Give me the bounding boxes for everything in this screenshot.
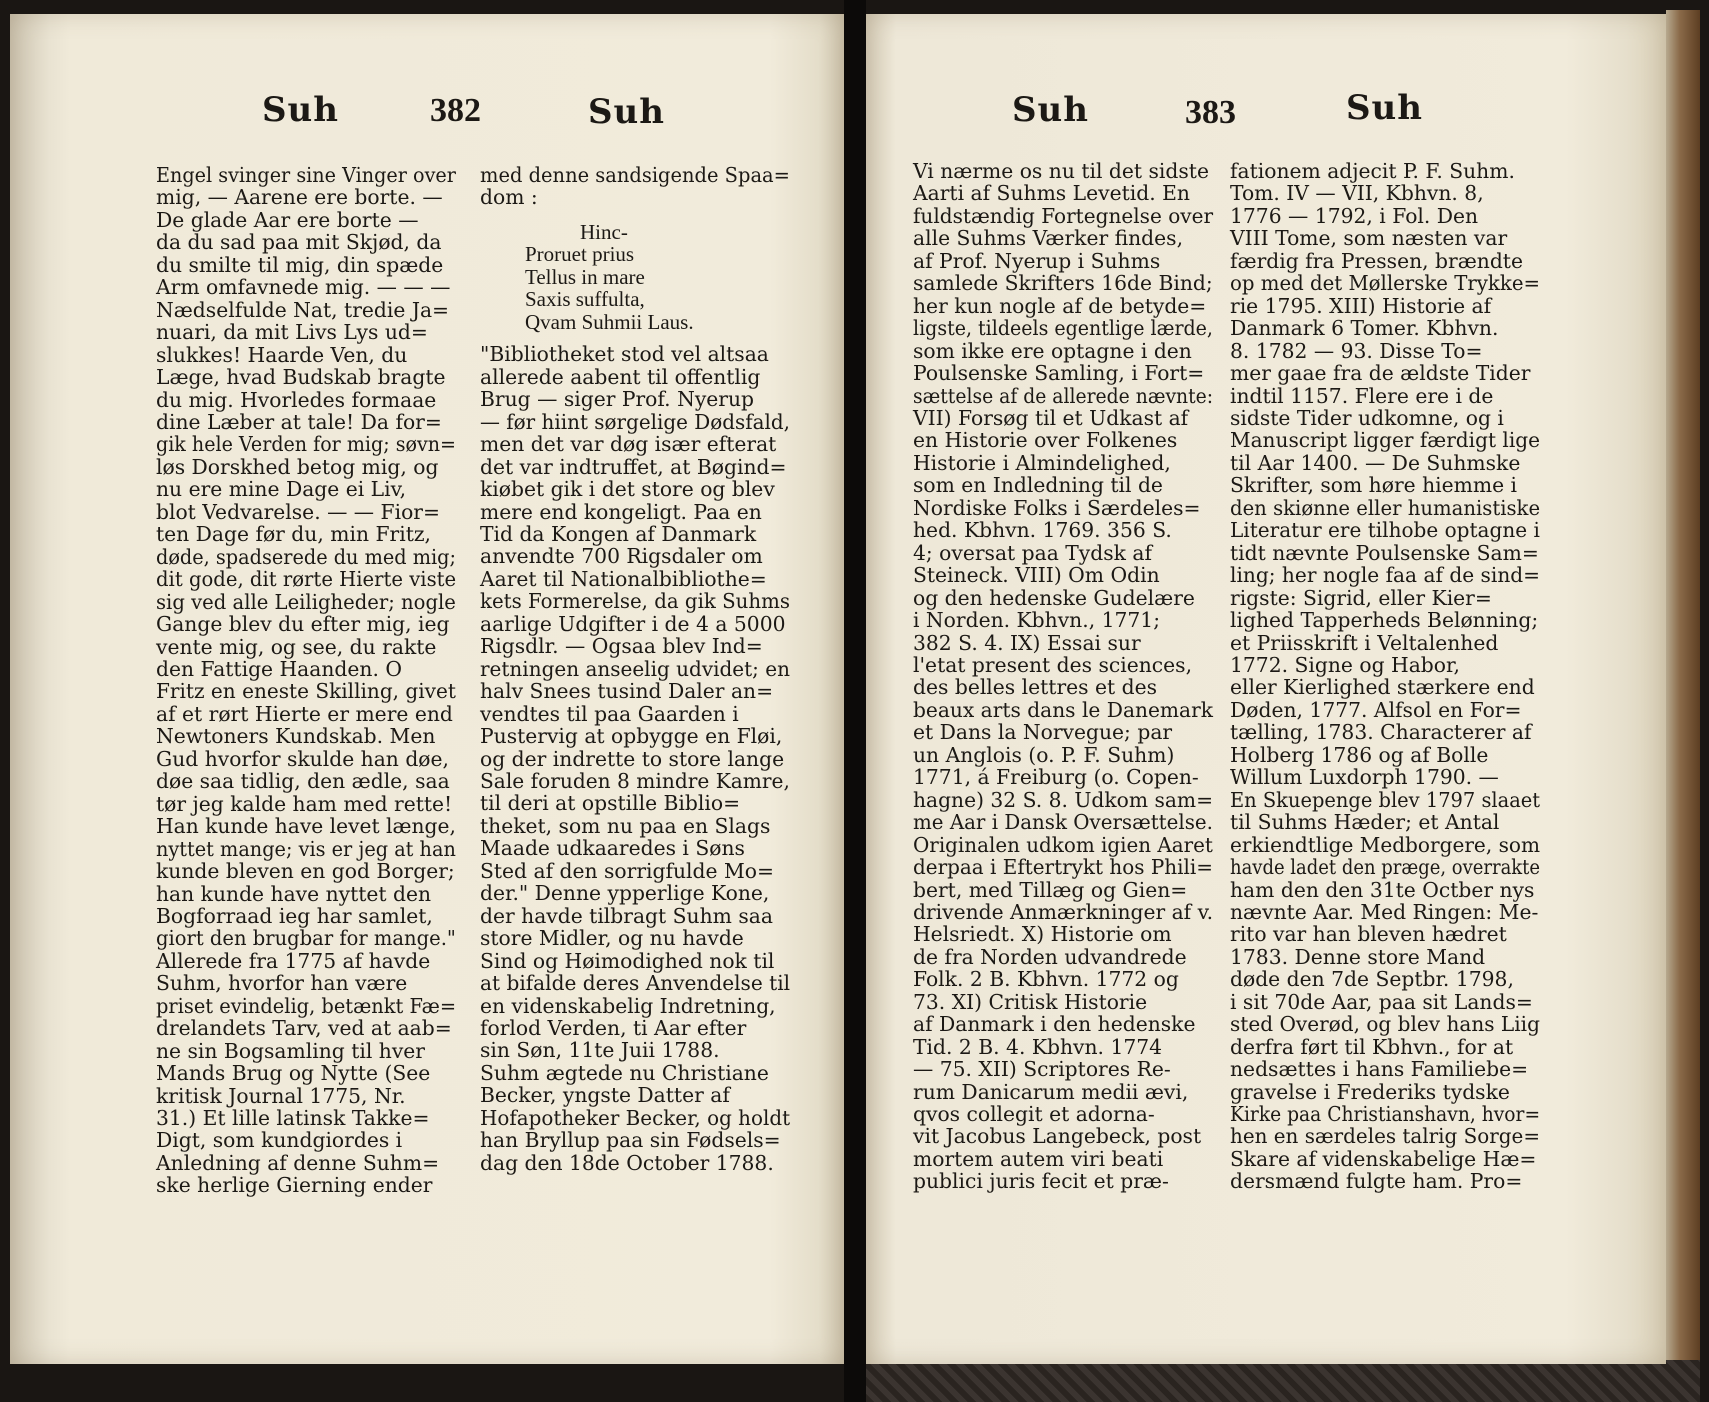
text-line: De glade Aar ere borte — <box>156 207 419 232</box>
text-line: Han kunde have levet længe, <box>156 814 456 839</box>
text-line: l'etat present des sciences, <box>913 652 1193 677</box>
text-line: fuldstændig Fortegnelse over <box>913 203 1214 228</box>
text-line: derpaa i Eftertrykt hos Phili= <box>913 855 1213 880</box>
text-line: færdig fra Pressen, brændte <box>1230 248 1523 273</box>
text-line: han Bryllup paa sin Fødsels= <box>480 1128 781 1153</box>
text-line: med denne sandsigende Spaa= <box>480 163 790 187</box>
text-line: Døden, 1777. Alfsol en For= <box>1230 697 1522 722</box>
text-line: 382 S. 4. IX) Essai sur <box>913 630 1141 655</box>
text-line: "Bibliotheket stod vel altsaa <box>480 342 769 367</box>
text-line: ligste, tildeels egentlige lærde, <box>913 316 1213 341</box>
text-line: nyttet mange; vis er jeg at han <box>156 836 456 861</box>
text-line: vit Jacobus Langebeck, post <box>913 1124 1202 1149</box>
text-line: til Aar 1400. — De Suhmske <box>1230 450 1521 475</box>
text-line: her kun nogle af de betyde= <box>913 293 1207 318</box>
text-line: drivende Anmærkninger af v. <box>913 899 1214 924</box>
text-column-2 <box>1230 160 1540 1193</box>
text-line: i sit 70de Aar, paa sit Lands= <box>1230 989 1533 1014</box>
text-line: havde ladet den præge, overrakte <box>1230 855 1541 880</box>
book-cover-strip <box>866 1360 1700 1402</box>
text-line: sig ved alle Leiligheder; nogle <box>156 589 456 614</box>
text-line: anvendte 700 Rigsdaler om <box>480 544 763 569</box>
text-line: Gange blev du efter mig, ieg <box>156 612 450 637</box>
text-line: 31.) Et lille latinsk Takke= <box>156 1106 430 1131</box>
text-line: Sted af den sorrigfulde Mo= <box>480 858 774 883</box>
text-line: retningen anseelig udvidet; en <box>480 656 790 681</box>
text-line: 4; oversat paa Tydsk af <box>913 540 1152 565</box>
column-body <box>480 343 790 1174</box>
text-line: Aarti af Suhms Levetid. En <box>913 181 1190 206</box>
text-line: døde, spadserede du med mig; <box>156 544 456 569</box>
text-line: eller Kierlighed stærkere end <box>1230 675 1535 700</box>
verse-line: Qvam Suhmii Laus. <box>525 309 694 334</box>
text-line: den Fattige Haanden. O <box>156 656 402 681</box>
text-line: dom : <box>480 185 538 210</box>
text-line: allerede aabent til offentlig <box>480 364 761 389</box>
text-line: der." Denne ypperlige Kone, <box>480 881 770 906</box>
text-line: qvos collegit et adorna- <box>913 1102 1155 1127</box>
text-line: 1783. Denne store Mand <box>1230 944 1486 969</box>
text-line: af et rørt Hierte er mere end <box>156 701 453 726</box>
text-line: et Priisskrift i Veltalenhed <box>1230 630 1499 655</box>
text-line: Literatur ere tilhobe optagne i <box>1230 518 1540 543</box>
text-line: erkiendtlige Medborgere, som <box>1230 832 1541 857</box>
text-line: Suhm, hvorfor han være <box>156 971 408 996</box>
text-line: mere end kongeligt. Paa en <box>480 499 762 524</box>
right-page <box>866 14 1666 1364</box>
text-line: Originalen udkom igien Aaret <box>913 832 1213 857</box>
text-line: vente mig, og see, du rakte <box>156 634 437 659</box>
text-line: Fritz en eneste Skilling, givet <box>156 679 456 704</box>
column-intro <box>480 164 790 209</box>
text-line: Gud hvorfor skulde han døe, <box>156 746 449 771</box>
text-line: beaux arts dans le Danemark <box>913 697 1213 722</box>
text-line: Skrifter, som høre hiemme i <box>1230 473 1518 498</box>
text-line: du smilte til mig, din spæde <box>156 252 444 277</box>
text-column-1 <box>913 160 1213 1193</box>
text-line: samlede Skrifters 16de Bind; <box>913 271 1213 296</box>
text-line: nu ere mine Dage ei Liv, <box>156 477 407 502</box>
text-line: En Skuepenge blev 1797 slaaet <box>1230 787 1541 812</box>
text-column-1 <box>156 164 456 1197</box>
text-line: af Danmark i den hedenske <box>913 1012 1196 1037</box>
text-line: Folk. 2 B. Kbhvn. 1772 og <box>913 967 1179 992</box>
text-line: et Dans la Norvegue; par <box>913 720 1173 745</box>
text-line: døe saa tidlig, den ædle, saa <box>156 769 450 794</box>
text-line: halv Snees tusind Daler an= <box>480 679 774 704</box>
text-line: bert, med Tillæg og Gien= <box>913 877 1188 902</box>
text-line: forlod Verden, ti Aar efter <box>480 1016 747 1040</box>
text-line: Engel svinger sine Vinger over <box>156 163 456 187</box>
text-line: — 75. XII) Scriptores Re- <box>913 1057 1171 1082</box>
text-line: sted Overød, og blev hans Liig <box>1230 1012 1540 1037</box>
text-line: Newtoners Kundskab. Men <box>156 724 436 749</box>
text-line: men det var døg især efterat <box>480 432 777 457</box>
text-line: Willum Luxdorph 1790. — <box>1230 765 1499 790</box>
text-line: theket, som nu paa en Slags <box>480 813 771 838</box>
text-line: Kirke paa Christianshavn, hvor= <box>1230 1102 1541 1127</box>
text-line: Læge, hvad Budskab bragte <box>156 365 446 390</box>
text-line: Tid da Kongen af Danmark <box>480 522 757 547</box>
book-edge <box>1666 10 1700 1370</box>
book-gutter <box>844 0 866 1402</box>
page-number: 383 <box>1185 94 1236 131</box>
text-line: priset evindelig, betænkt Fæ= <box>156 993 457 1018</box>
text-line: rie 1795. XIII) Historie af <box>1230 293 1492 318</box>
running-header <box>10 88 844 148</box>
text-line: Holberg 1786 og af Bolle <box>1230 742 1489 767</box>
text-line: rigste: Sigrid, eller Kier= <box>1230 585 1492 610</box>
header-right-word: Suh <box>588 92 665 132</box>
text-line: døde den 7de Septbr. 1798, <box>1230 967 1514 992</box>
text-line: nedsættes i hans Familiebe= <box>1230 1057 1529 1082</box>
header-left-word: Suh <box>262 90 339 130</box>
text-column-2 <box>480 164 790 1174</box>
text-line: nævnte Aar. Med Ringen: Me- <box>1230 899 1539 924</box>
text-line: Poulsenske Samling, i Fort= <box>913 361 1205 386</box>
text-line: da du sad paa mit Skjød, da <box>156 230 442 255</box>
verse-line: Proruet prius <box>525 242 635 267</box>
text-line: Mands Brug og Nytte (See <box>156 1061 431 1086</box>
text-line: rito var han bleven hædret <box>1230 922 1507 947</box>
text-line: publici juris fecit et præ- <box>913 1169 1169 1194</box>
text-line: op med det Møllerske Trykke= <box>1230 271 1541 296</box>
text-line: tidt nævnte Poulsenske Sam= <box>1230 540 1539 565</box>
text-line: Brug — siger Prof. Nyerup <box>480 387 755 412</box>
text-line: det var indtruffet, at Bøgind= <box>480 454 787 479</box>
text-line: dine Læber at tale! Da for= <box>156 409 442 434</box>
text-line: tør jeg kalde ham med rette! <box>156 791 453 816</box>
text-line: som ikke ere optagne i den <box>913 338 1192 363</box>
text-line: gik hele Verden for mig; søvn= <box>156 432 457 457</box>
left-page <box>10 14 844 1364</box>
text-line: Nædselfulde Nat, tredie Ja= <box>156 297 450 322</box>
text-line: en videnskabelig Indretning, <box>480 993 776 1018</box>
text-line: Manuscript ligger færdigt lige <box>1230 428 1541 453</box>
text-line: den skiønne eller humanistiske <box>1230 495 1541 520</box>
text-line: vendtes til paa Gaarden i <box>480 701 739 726</box>
text-line: Suhm ægtede nu Christiane <box>480 1060 769 1085</box>
text-line: sidste Tider udkomne, og i <box>1230 405 1504 430</box>
verse-line: Tellus in mare <box>525 264 645 289</box>
text-line: store Midler, og nu havde <box>480 926 744 951</box>
text-line: Danmark 6 Tomer. Kbhvn. <box>1230 316 1499 341</box>
text-line: Bogforraad ieg har samlet, <box>156 903 433 928</box>
text-line: sættelse af de allerede nævnte: <box>913 383 1214 408</box>
text-line: Maade udkaaredes i Søns <box>480 836 745 861</box>
text-line: Digt, som kundgiordes i <box>156 1128 403 1153</box>
text-line: VII) Forsøg til et Udkast af <box>913 405 1189 430</box>
verse-line: Hinc- <box>580 219 628 244</box>
verse-line: Saxis suffulta, <box>525 287 645 312</box>
text-line: der havde tilbragt Suhm saa <box>480 903 773 928</box>
text-line: mer gaae fra de ældste Tider <box>1230 361 1531 386</box>
text-line: blot Vedvarelse. — — Fior= <box>156 499 440 524</box>
text-line: gravelse i Frederiks tydske <box>1230 1079 1510 1104</box>
text-line: Vi nærme os nu til det sidste <box>913 159 1209 183</box>
text-line: VIII Tome, som næsten var <box>1230 226 1508 251</box>
text-line: rum Danicarum medii ævi, <box>913 1079 1189 1104</box>
text-line: til Suhms Hæder; et Antal <box>1230 810 1500 835</box>
text-line: 8. 1782 — 93. Disse To= <box>1230 338 1483 363</box>
text-line: til deri at opstille Biblio= <box>480 791 741 816</box>
text-line: hagne) 32 S. 8. Udkom sam= <box>913 787 1214 812</box>
text-line: fationem adjecit P. F. Suhm. <box>1230 159 1515 183</box>
text-line: — før hiint sørgelige Dødsfald, <box>480 409 791 434</box>
page-number: 382 <box>430 92 481 129</box>
text-line: Aaret til Nationalbibliothe= <box>480 566 767 591</box>
text-line: un Anglois (o. P. F. Suhm) <box>913 742 1175 767</box>
text-line: kiøbet gik i det store og blev <box>480 477 775 502</box>
text-line: i Norden. Kbhvn., 1771; <box>913 608 1161 633</box>
header-right-word: Suh <box>1346 88 1423 128</box>
text-line: dag den 18de October 1788. <box>480 1150 774 1175</box>
text-line: du mig. Hvorledes formaae <box>156 387 437 412</box>
text-line: løs Dorskhed betog mig, og <box>156 454 439 479</box>
text-line: tælling, 1783. Characterer af <box>1230 720 1532 745</box>
text-line: mig, — Aarene ere borte. — <box>156 185 443 210</box>
text-line: 1772. Signe og Habor, <box>1230 652 1460 677</box>
text-line: de fra Norden udvandrede <box>913 944 1187 969</box>
text-line: Tid. 2 B. 4. Kbhvn. 1774 <box>913 1034 1163 1059</box>
text-line: af Prof. Nyerup i Suhms <box>913 248 1161 273</box>
text-line: alle Suhms Værker findes, <box>913 226 1184 251</box>
text-line: lighed Tapperheds Belønning; <box>1230 608 1539 633</box>
text-line: 1776 — 1792, i Fol. Den <box>1230 203 1479 228</box>
text-line: derfra ført til Kbhvn., for at <box>1230 1034 1514 1059</box>
text-line: ten Dage før du, min Fritz, <box>156 522 432 547</box>
text-line: dit gode, dit rørte Hierte viste <box>156 567 457 592</box>
text-line: Steineck. VIII) Om Odin <box>913 563 1160 588</box>
text-line: ham den den 31te Octber nys <box>1230 877 1535 902</box>
text-line: og der indrette to store lange <box>480 746 785 771</box>
text-line: drelandets Tarv, ved at aab= <box>156 1016 452 1041</box>
text-line: som en Indledning til de <box>913 473 1163 498</box>
text-line: giort den brugbar for mange." <box>156 926 456 951</box>
text-line: 73. XI) Critisk Historie <box>913 989 1148 1014</box>
text-line: des belles lettres et des <box>913 675 1157 700</box>
text-line: at bifalde deres Anvendelse til <box>480 971 791 996</box>
text-line: Rigsdlr. — Ogsaa blev Ind= <box>480 634 763 659</box>
text-line: Becker, yngste Datter af <box>480 1083 730 1108</box>
text-line: Helsriedt. X) Historie om <box>913 922 1172 947</box>
text-line: ling; her nogle faa af de sind= <box>1230 563 1541 588</box>
text-line: Nordiske Folks i Særdeles= <box>913 495 1201 520</box>
text-line: Historie i Almindelighed, <box>913 450 1171 475</box>
text-line: hed. Kbhvn. 1769. 356 S. <box>913 518 1172 543</box>
text-line: indtil 1157. Flere ere i de <box>1230 383 1494 408</box>
text-line: Anledning af denne Suhm= <box>156 1150 440 1175</box>
text-line: me Aar i Dansk Oversættelse. <box>913 810 1213 835</box>
text-line: nuari, da mit Livs Lys ud= <box>156 320 428 345</box>
text-line: dersmænd fulgte ham. Pro= <box>1230 1169 1523 1194</box>
text-line: kritisk Journal 1775, Nr. <box>156 1083 406 1108</box>
text-line: ne sin Bogsamling til hver <box>156 1038 425 1063</box>
text-line: Sind og Høimodighed nok til <box>480 948 775 973</box>
text-line: kets Formerelse, da gik Suhms <box>480 589 791 614</box>
text-line: Pustervig at opbygge en Fløi, <box>480 724 783 749</box>
running-header <box>866 88 1666 148</box>
text-line: kunde bleven en god Borger; <box>156 859 455 884</box>
text-line: aarlige Udgifter i de 4 a 5000 <box>480 611 786 636</box>
text-line: hen en særdeles talrig Sorge= <box>1230 1124 1541 1149</box>
text-line: Allerede fra 1775 af havde <box>156 948 431 973</box>
text-line: Arm omfavnede mig. — — — <box>156 275 451 300</box>
text-line: Hofapotheker Becker, og holdt <box>480 1105 791 1130</box>
text-line: ske herlige Gierning ender <box>156 1173 433 1198</box>
text-line: Skare af videnskabelige Hæ= <box>1230 1146 1537 1171</box>
text-line: mortem autem viri beati <box>913 1146 1164 1171</box>
text-line: han kunde have nyttet den <box>156 881 432 906</box>
text-line: en Historie over Folkenes <box>913 428 1178 453</box>
latin-verse <box>480 221 790 334</box>
text-line: sin Søn, 11te Juii 1788. <box>480 1038 720 1063</box>
text-line: slukkes! Haarde Ven, du <box>156 342 408 367</box>
header-left-word: Suh <box>1012 90 1089 130</box>
text-line: og den hedenske Gudelære <box>913 585 1195 610</box>
text-line: Tom. IV — VII, Kbhvn. 8, <box>1230 181 1484 206</box>
text-line: 1771, á Freiburg (o. Copen- <box>913 765 1199 790</box>
text-line: Sale foruden 8 mindre Kamre, <box>480 769 790 794</box>
